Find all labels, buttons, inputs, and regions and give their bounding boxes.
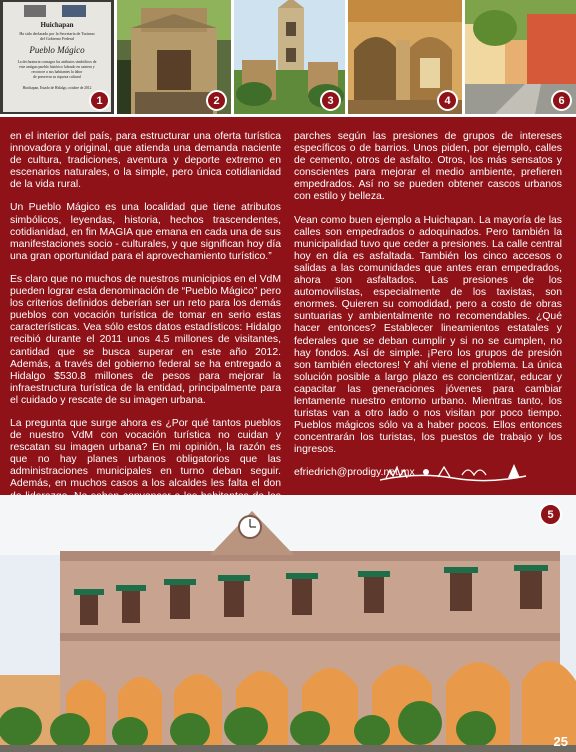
plaque-line: del Gobierno Federal xyxy=(40,36,74,41)
photo-number-badge: 3 xyxy=(320,90,341,111)
photo-number-badge: 5 xyxy=(539,503,562,526)
article-body xyxy=(0,117,576,495)
photo-municipal-palace xyxy=(0,495,576,752)
photo-church-tower xyxy=(234,0,345,114)
plaque-program: Pueblo Mágico xyxy=(29,45,85,55)
photo-number-badge: 2 xyxy=(206,90,227,111)
photo-stone-building xyxy=(117,0,231,114)
photo-plaque xyxy=(0,0,114,114)
left-column xyxy=(10,131,281,526)
photo-number-badge: 4 xyxy=(437,90,458,111)
photo-street xyxy=(465,0,576,114)
paragraph: Un Pueblo Mágico es una localidad que tiene atributos simbólicos, leyendas, historia, hechos trascendentes, cotidianidad, en fin MAGIA que emana en cada una de sus manifestaciones socio - culturales, y que significan hoy día una gran oportunidad para el aprovechamiento turístico.” xyxy=(10,202,281,262)
plaque-title: Huichapan xyxy=(40,21,74,29)
photo-strip xyxy=(0,0,576,117)
right-column xyxy=(294,131,562,480)
plaque-line: Ha sido declarado por la Secretaría de Turismo xyxy=(19,31,95,36)
paragraph: en el interior del país, para estructurar una oferta turística innovadora y original, que atienda una demanda naciente de cultura, tradiciones, aventura y deporte extremo en escenarios naturales, o la simple, pero única cotidianidad de la vida rural. xyxy=(10,131,281,191)
decorative-ornament xyxy=(378,460,528,484)
paragraph: Es claro que no muchos de nuestros municipios en el VdM pueden lograr esta denominación de “Pueblo Mágico” pero los criterios definidos deberían ser un reto para los demás pueblos con vocación turística de tomar en serio estas características. Vea sólo estos datos estadísticos: Hidalgo recibió durante el 2011 unos 4.5 millones de visitantes, cantidad que se busca superar en este año 2012. Además, a través del gobierno federal se ha entregado a Hidalgo $530.8 millones de pesos para mejorar la infraestructura turística de la entidad, principalmente para el cuidado y rescate de su imagen urbana. xyxy=(10,273,281,406)
paragraph: parches según las presiones de grupos de intereses específicos o de barrios. Unos piden, por ejemplo, calles de cemento, otros de asfalto. Otros, los más sensatos y conscientes para mejorar el medio ambiente, prefieren empedrados. Así no se pueden obtener cascos urbanos con estilo y belleza. xyxy=(294,131,562,203)
paragraph: Vean como buen ejemplo a Huichapan. La mayoría de las calles son empedrados o adoquinados. Pero también la municipalidad tuvo que ceder a presiones. La calle central hoy en día es asfaltada. También los cinco accesos o salidas a las comunidades que antes eran empedrados, ahora son asfaltados. Las presiones de los automovilistas, especialmente de los taxistas, son enormes. Quieren su comodidad, pero a costo de obras suntuarias y ambientalmente no recomendables. ¿Qué hacer entonces? Establecer lineamientos estatales y federales que se deban cumplir y si no se cumplen, no hay fondos. Así de simple. ¡Pero los grupos de presión son también electores! Y ahí viene el problema. La única solución posible a largo plazo es concientizar, educar y capacitar las generaciones jóvenes para cambiar lentamente nuestro entorno urbano. Mientras tanto, los turistas van a otro lado o nos visitan por poco tiempo. Pueblos mágicos sólo va a haber pocos. Ellos entonces concentrarán los turistas, los puestos de trabajo y los ingresos. xyxy=(294,214,562,456)
photo-number-badge: 6 xyxy=(551,90,572,111)
plaque-desc: reconoce a sus habitantes la labor xyxy=(31,70,83,74)
page-number: 25 xyxy=(553,734,568,749)
photo-arcade xyxy=(348,0,462,114)
plaque-footer: Huichapan, Estado de Hidalgo, octubre de 2012 xyxy=(22,86,92,90)
plaque-desc: de preservar su riqueza cultural xyxy=(33,75,81,79)
plaque-desc: este antiguo pueblo histórico labrado en cantera y xyxy=(19,65,95,69)
paragraph: La pregunta que surge ahora es ¿Por qué tantos pueblos de nuestro VdM con vocación turística no cuidan y rescatan su imagen urbana? En mi opinión, la razón es que no hay planes urbanos obligatorios que las administraciones municipales en turno deban seguir. Además, en muchos casos a los alcaldes les falta el don xyxy=(10,417,281,490)
author-email: efriedrich@prodigy.net.mx xyxy=(294,467,415,479)
photo-number-badge: 1 xyxy=(89,90,110,111)
plaque-desc: La declaratoria consagra los atributos simbólicos de xyxy=(17,60,97,64)
